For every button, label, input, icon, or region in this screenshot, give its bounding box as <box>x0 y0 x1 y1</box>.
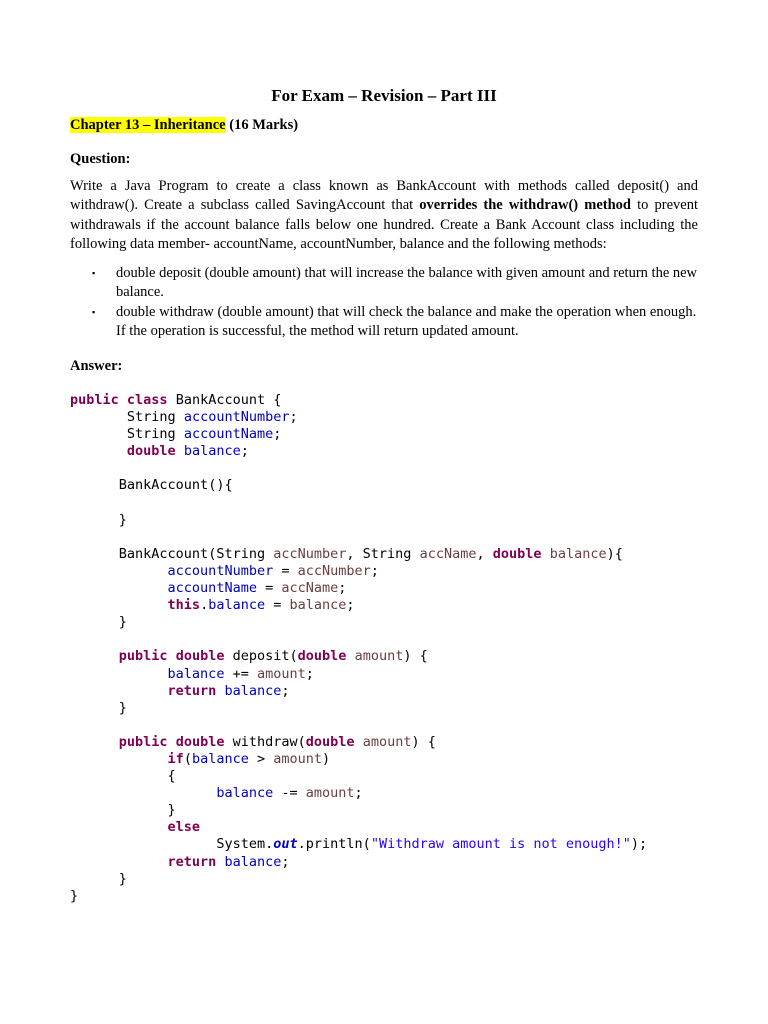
question-text-part2: to prevent withdrawals if the account balance falls below one hundred. Create a Bank Account class including the following data member- accountName, accountNumber, balance and the following methods: <box>70 197 698 252</box>
code-token: String <box>216 545 266 562</box>
code-token: out <box>273 836 298 853</box>
code-token: println <box>305 836 363 853</box>
list-item <box>70 264 698 303</box>
code-token: return <box>167 853 217 870</box>
chapter-marks: (16 Marks) <box>225 117 299 133</box>
code-token: double <box>175 648 225 665</box>
bullet-square-icon: ▪ <box>92 306 96 317</box>
code-token: public <box>118 648 168 665</box>
question-label: Question: <box>70 151 131 167</box>
code-block: public class BankAccount { String accountNumber; String accountName; double balance; BankAccount(){ } BankAccount(String accNumber, String accName, double balance){ accountNumber = accNumber; accountName = accName; this.balance = balance; } public double deposit(double amount) { balance += amount; return balance; } public double withdraw(double amount) { if(balance > amount) { balance -= amount; } else System.out.println("Withdraw amount is not enough!"); return balance; } } <box>70 392 648 904</box>
code-token: if <box>167 750 184 767</box>
code-token: double <box>175 733 225 750</box>
question-text-bold: overrides the withdraw() method <box>419 197 631 214</box>
code-token: public <box>118 733 168 750</box>
code-token: balance <box>289 597 347 614</box>
code-token: deposit <box>232 648 290 665</box>
chapter-highlight: Chapter 13 – Inheritance <box>70 117 226 133</box>
code-token: balance <box>183 443 241 460</box>
code-token: BankAccount <box>118 477 209 494</box>
code-token: this <box>167 597 201 614</box>
code-token: balance <box>208 597 266 614</box>
code-token: accName <box>281 580 339 597</box>
code-token: double <box>126 443 176 460</box>
bullet-square-icon: ▪ <box>92 268 96 278</box>
code-token: double <box>305 733 355 750</box>
question-paragraph <box>70 177 698 254</box>
code-token: accountName <box>183 426 274 443</box>
code-token: balance <box>167 665 225 682</box>
code-token: amount <box>362 733 412 750</box>
code-token: accountName <box>167 580 257 597</box>
code-token: amount <box>256 665 306 682</box>
code-token: double <box>492 545 542 562</box>
code-token: accName <box>419 545 477 562</box>
code-token: String <box>126 426 176 443</box>
code-token: balance <box>224 853 282 870</box>
chapter-heading <box>70 117 298 134</box>
code-token: amount <box>305 785 355 802</box>
code-token: double <box>297 648 347 665</box>
code-token: String <box>362 545 412 562</box>
code-token: accNumber <box>297 562 371 579</box>
code-token: else <box>167 819 201 836</box>
code-token: accNumber <box>273 545 347 562</box>
code-token: public <box>70 392 119 408</box>
code-token: BankAccount <box>118 545 209 562</box>
list-item-text: double withdraw (double amount) that will check the balance and make the operation when enough. If the operation is successful, the method will return updated amount. <box>116 303 697 339</box>
code-token: balance <box>549 545 607 562</box>
code-token: withdraw <box>232 733 298 750</box>
code-token: balance <box>216 785 274 802</box>
code-token: "Withdraw amount is not enough!" <box>370 836 631 853</box>
answer-label: Answer: <box>70 358 123 374</box>
code-token: return <box>167 682 217 699</box>
code-token: amount <box>273 750 323 767</box>
code-token: balance <box>191 750 249 767</box>
question-text-part1: Write a Java Program to create a class known as BankAccount with methods called deposit() and withdraw(). Create a subclass called SavingAccount that <box>70 178 698 214</box>
list-item-text: double deposit (double amount) that will increase the balance with given amount and return the new balance. <box>116 265 698 301</box>
code-token: class <box>126 392 168 408</box>
code-token: BankAccount <box>175 392 266 408</box>
code-token: System <box>216 836 266 853</box>
page-title: For Exam – Revision – Part III <box>271 86 497 105</box>
code-token: accountNumber <box>167 562 274 579</box>
code-token: accountNumber <box>183 409 290 426</box>
code-token: balance <box>224 682 282 699</box>
code-token: amount <box>354 648 404 665</box>
list-item <box>70 303 698 342</box>
code-token: String <box>126 409 176 426</box>
method-list <box>70 264 698 341</box>
